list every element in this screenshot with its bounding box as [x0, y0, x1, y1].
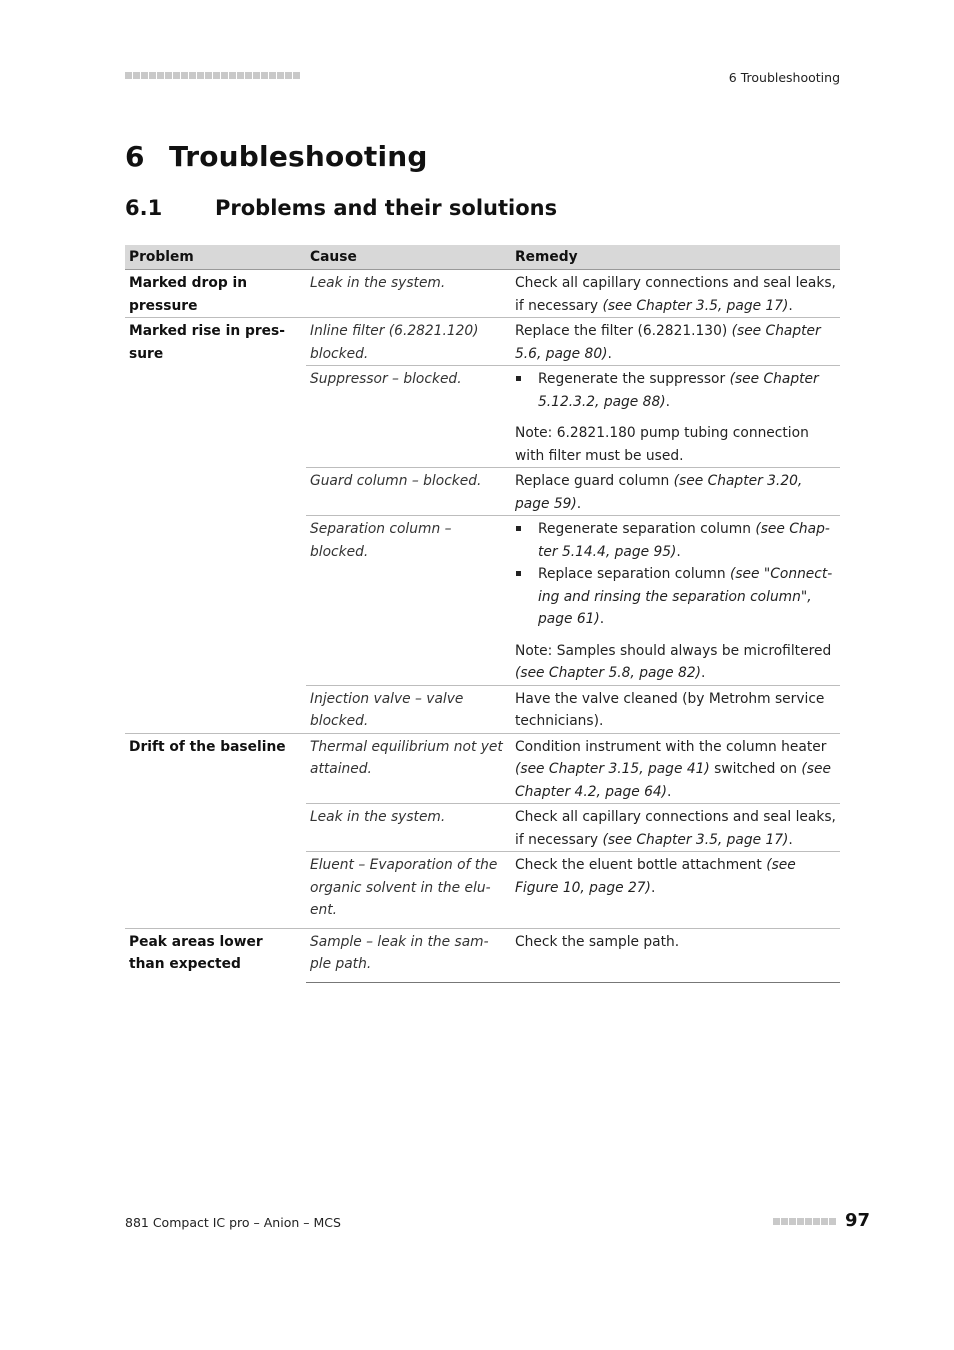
- footer-product-name: 881 Compact IC pro – Anion – MCS: [125, 1215, 341, 1230]
- section-title-text: Problems and their solutions: [215, 196, 558, 220]
- remedy-cell: [511, 516, 840, 686]
- table-row: [125, 733, 840, 804]
- remedy-cell: Condition instrument with the column heater (see Chapter 3.15, page 41) switched on (see Chapter 4.2, page 64).: [511, 733, 840, 804]
- table-row: [125, 270, 840, 318]
- cause-cell: Sample – leak in the sam- ple path.: [306, 928, 511, 982]
- list-item: Replace separation column (see "Connect- ing and rinsing the separation column", page 61).: [515, 563, 836, 631]
- table-row: [125, 928, 840, 982]
- cause-cell: Injection valve – valve blocked.: [306, 685, 511, 733]
- cause-cell: Eluent – Evaporation of the organic solvent in the elu- ent.: [306, 852, 511, 929]
- remedy-bullet-list: [515, 518, 836, 631]
- remedy-note: Note: Samples should always be microfiltered (see Chapter 5.8, page 82).: [515, 642, 832, 681]
- list-item: Regenerate the suppressor (see Chapter 5.12.3.2, page 88).: [515, 368, 836, 413]
- cause-cell: Guard column – blocked.: [306, 468, 511, 516]
- remedy-note: Note: 6.2821.180 pump tubing connection with filter must be used.: [515, 425, 809, 464]
- footer-decoration-squares: [773, 1218, 836, 1225]
- remedy-cell: Check the eluent bottle attachment (see Figure 10, page 27).: [511, 852, 840, 929]
- remedy-cell: Check all capillary connections and seal leaks, if necessary (see Chapter 3.5, page 17).: [511, 804, 840, 852]
- section-title: [125, 196, 557, 220]
- cross-reference: (see "Connect- ing and rinsing the separation column", page 61): [538, 566, 833, 627]
- remedy-cell: Check the sample path.: [511, 928, 840, 982]
- cause-cell: Inline filter (6.2821.120) blocked.: [306, 318, 511, 366]
- cross-reference: (see Chapter 3.5, page 17): [602, 297, 789, 314]
- list-item: Regenerate separation column (see Chap- ter 5.14.4, page 95).: [515, 518, 836, 563]
- cause-cell: Leak in the system.: [306, 270, 511, 318]
- problem-cell: Drift of the baseline: [125, 733, 306, 928]
- cross-reference: (see Figure 10, page 27): [515, 857, 796, 896]
- cross-reference: (see Chapter 3.5, page 17): [602, 831, 789, 848]
- chapter-number: 6: [125, 140, 145, 173]
- cross-reference: (see Chapter 5.12.3.2, page 88): [538, 371, 819, 410]
- problem-cell: Marked drop in pressure: [129, 275, 248, 314]
- table-row: [125, 318, 840, 366]
- cross-reference: (see Chapter 3.15, page 41): [515, 761, 710, 777]
- problem-cell: Peak areas lower than expected: [125, 928, 306, 982]
- chapter-title: [125, 140, 428, 173]
- remedy-bullet-list: [515, 368, 836, 413]
- cross-reference: (see Chapter 5.8, page 82): [515, 665, 701, 681]
- header-remedy: Remedy: [511, 245, 840, 270]
- table-header-row: [125, 245, 840, 270]
- header-problem: Problem: [125, 245, 306, 270]
- running-header: 6 Troubleshooting: [728, 70, 840, 85]
- cause-cell: Leak in the system.: [306, 804, 511, 852]
- remedy-cell: Replace guard column (see Chapter 3.20, page 59).: [511, 468, 840, 516]
- troubleshooting-table: [125, 245, 840, 983]
- remedy-cell: Have the valve cleaned (by Metrohm service technicians).: [511, 685, 840, 733]
- remedy-cell: Replace the filter (6.2821.130) (see Chapter 5.6, page 80).: [511, 318, 840, 366]
- cross-reference: (see Chapter 4.2, page 64): [515, 761, 831, 800]
- section-number: 6.1: [125, 196, 163, 220]
- remedy-cell: Check all capillary connections and seal leaks, if necessary (see Chapter 3.5, page 17).: [511, 270, 840, 318]
- problem-cell: Marked rise in pres- sure: [125, 318, 306, 734]
- page-number: 97: [845, 1210, 871, 1231]
- chapter-title-text: Troubleshooting: [169, 140, 428, 173]
- header-decoration-squares: [125, 72, 300, 80]
- cause-cell: Separation column – blocked.: [306, 516, 511, 686]
- header-cause: Cause: [306, 245, 511, 270]
- cause-cell: Thermal equilibrium not yet attained.: [306, 733, 511, 804]
- cross-reference: (see Chapter 3.20, page 59): [515, 473, 803, 512]
- cause-cell: Suppressor – blocked.: [306, 366, 511, 468]
- cross-reference: (see Chapter 5.6, page 80): [515, 323, 821, 362]
- cross-reference: (see Chap- ter 5.14.4, page 95): [538, 521, 830, 560]
- remedy-cell: [511, 366, 840, 468]
